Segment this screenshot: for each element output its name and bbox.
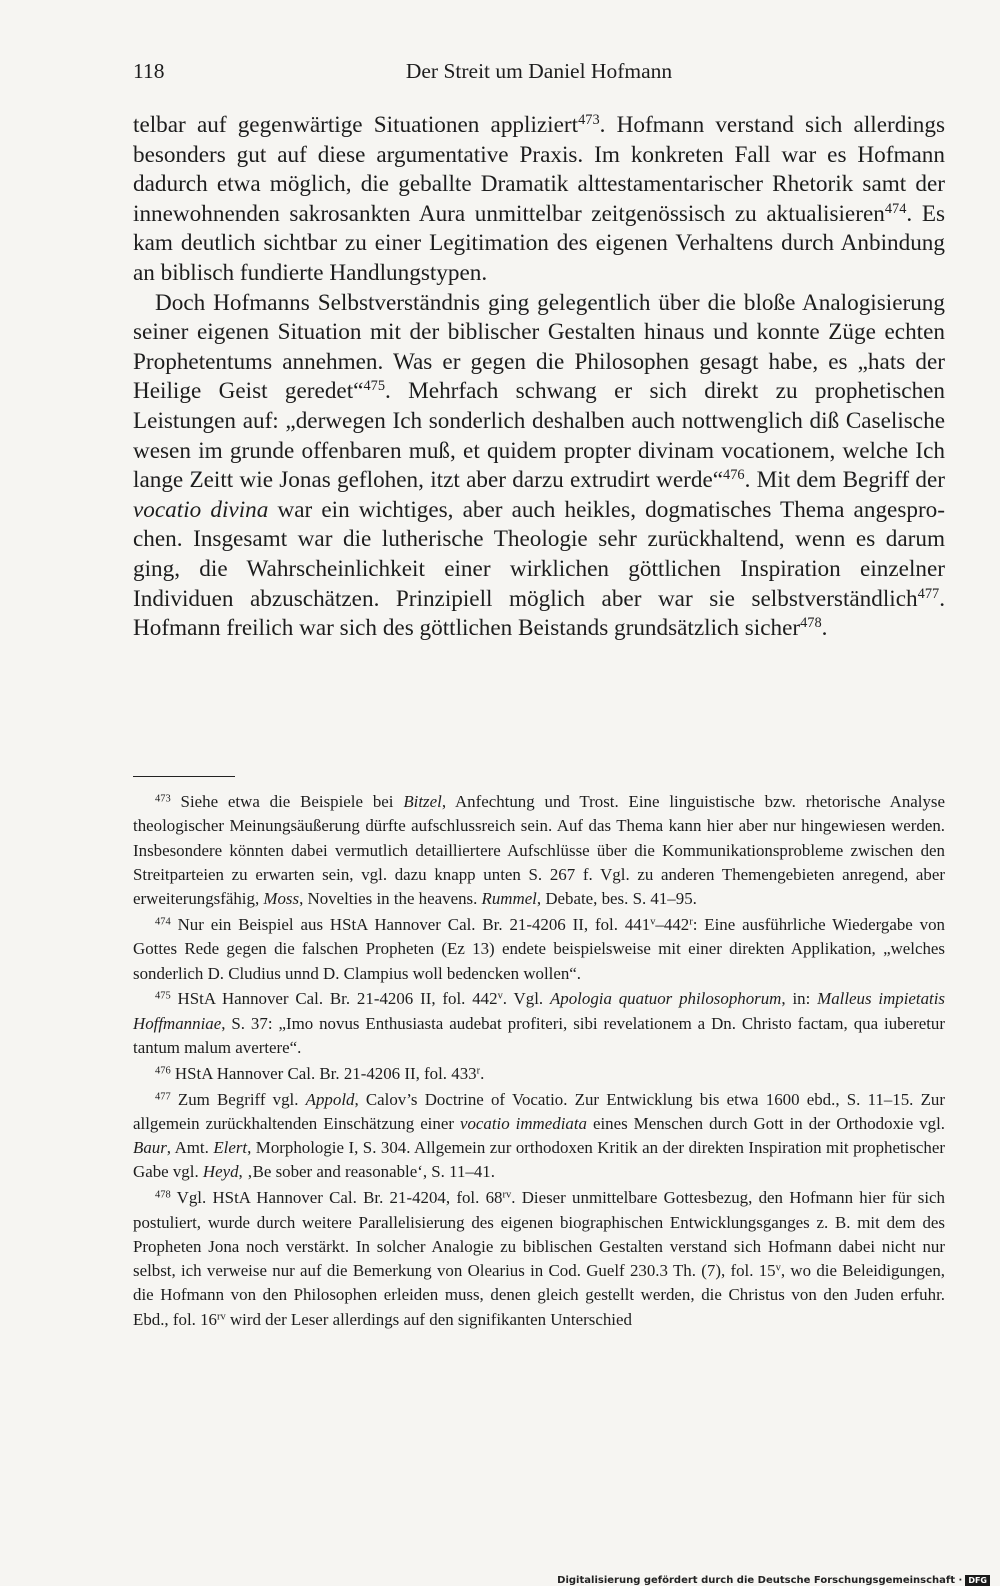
footnote-number: 477 bbox=[155, 1090, 171, 1102]
text-run: , Amt. bbox=[166, 1138, 214, 1158]
funding-banner bbox=[557, 1575, 990, 1586]
footnote-reference: 477 bbox=[917, 585, 940, 602]
text-run: . bbox=[480, 1063, 485, 1083]
italic-text: Bitzel bbox=[403, 792, 442, 811]
text-run: . bbox=[821, 615, 828, 642]
footnote-reference: r bbox=[689, 916, 693, 928]
funding-text: Digitalisierung gefördert durch die Deutsche Forschungsgemeinschaft · bbox=[557, 1575, 963, 1586]
footnote-number: 478 bbox=[155, 1189, 171, 1201]
text-run: Nur ein Beispiel aus HStA Hannover Cal. Br. 21-4206 II, fol. 441 bbox=[170, 914, 651, 934]
italic-text: Malleus impietatis Hoffmanniae bbox=[133, 989, 946, 1033]
footnote-reference: v bbox=[497, 990, 503, 1002]
page-number: 118 bbox=[133, 59, 165, 83]
text-run: Vgl. HStA Hannover Cal. Br. 21-4204, fol. 68 bbox=[170, 1188, 503, 1208]
text-run: , Novelties in the heavens. bbox=[299, 889, 482, 909]
text-run: HStA Hannover Cal. Br. 21-4206 II, fol. 442 bbox=[170, 989, 498, 1009]
footnote-reference: 475 bbox=[363, 378, 385, 395]
text-run: Doch Hofmanns Selbstverständnis ging gelegentlich über die bloße Analogisierung seiner eigenen Situation mit der biblischer Gestalten hinaus und konnte Züge echten Prophetentums annehmen. Was er gegen die Philosophen gesagt habe, es „hats der Heilige Geist geredet“ bbox=[133, 289, 945, 405]
footnote-number: 474 bbox=[155, 916, 171, 928]
footnote-reference: rv bbox=[502, 1189, 512, 1201]
running-title: Der Streit um Daniel Hofmann bbox=[405, 59, 673, 83]
italic-text: Elert bbox=[213, 1138, 248, 1158]
text-run: war ein wichtiges, aber auch heikles, dogmatisches Thema angesprochen. Insgesamt war die lutherische Theologie sehr zurückhaltend, wenn es darum ging, die Wahrscheinlichkeit einer wirklichen göttlichen Inspiration einzelner Individuen abzuschätzen. Prinzipiell möglich aber war sie selbstverständlich bbox=[133, 496, 945, 612]
text-run: Siehe etwa die Beispiele bei bbox=[170, 792, 404, 811]
text-run: . Es kam deutlich sichtbar zu einer Legitimation des eigenen Verhaltens durch Anbindung an biblisch fundierte Handlungstypen. bbox=[133, 200, 946, 286]
text-run: . Hofmann freilich war sich des göttlichen Beistands grundsätzlich sicher bbox=[133, 585, 945, 642]
footnote-reference: 478 bbox=[800, 615, 822, 632]
text-run: , Calov’s Doctrine of Vocatio. Zur Entwicklung bis etwa 1600 ebd., S. 11–15. Zur allgemein zurückhaltenden Einschätzung einer bbox=[133, 1089, 945, 1133]
footnote-475 bbox=[133, 987, 945, 1060]
text-run: . Dieser unmittelbare Gottesbezug, den Hofmann hier für sich postuliert, wurde durch weitere Parallelisierung des eigenen biographischen Entwicklungsganges z. B. mit dem des Propheten Jona noch verstärkt. In solcher Analogie zu biblischen Gestalten verstand sich Hofmann dabei nicht nur selbst, ich verweise nur auf die Bemerkung von Olearius in Cod. Guelf 230.3 Th. (7), fol. 15 bbox=[133, 1188, 945, 1281]
page-header bbox=[133, 56, 945, 86]
text-run: , Morphologie I, S. 304. Allgemein zur orthodoxen Kritik an der direkten Inspiration mit prophetischer Gabe vgl. bbox=[133, 1138, 945, 1182]
footnote-reference: rv bbox=[216, 1310, 226, 1322]
italic-text: vocatio divina bbox=[133, 496, 269, 523]
footnote-reference: v bbox=[650, 916, 656, 928]
dfg-logo-icon: DFG bbox=[965, 1575, 990, 1586]
text-run: , wo die Beleidigungen, die Hofmann von den Philosophen erleiden muss, denen gleich gestellt werden, die Christus von den Juden erfuhr. Ebd., fol. 16 bbox=[133, 1261, 945, 1329]
text-run: Zum Begriff vgl. bbox=[170, 1089, 306, 1109]
footnote-number: 473 bbox=[155, 793, 171, 805]
text-run: HStA Hannover Cal. Br. 21-4206 II, fol. 433 bbox=[170, 1063, 477, 1083]
footnote-reference: 473 bbox=[578, 112, 600, 129]
paragraph-2 bbox=[133, 289, 945, 644]
italic-text: vocatio immediata bbox=[459, 1113, 587, 1133]
text-run: , S. 37: „Imo novus Enthusiasta audebat profiteri, sibi revelationem a Dn. Christo factam, qua iuberetur tantum malum avertere“. bbox=[133, 1013, 945, 1057]
footnote-474 bbox=[133, 913, 945, 986]
text-run: . Mehrfach schwang er sich direkt zu prophetischen Leistungen auf: „derwegen Ich sonderlich deshalben auch nottwenglich diß Caselische wesen im grunde offenbaren muß, et quidem propter divinam vocationem, welche Ich lange Zeitt wie Jonas geflohen, itzt aber darzu extrudirt werde“ bbox=[133, 378, 945, 494]
italic-text: Heyd bbox=[202, 1162, 239, 1182]
italic-text: Moss bbox=[263, 889, 300, 909]
text-run: . Hofmann verstand sich allerdings besonders gut auf diese argumentative Praxis. Im konkreten Fall war es Hofmann dadurch etwa möglich, die geballte Dramatik alttestamentarischer Rhetorik samt der innewohnenden sakrosankten Aura unmittelbar zeitgenössisch zu aktualisieren bbox=[133, 112, 945, 227]
text-run: –442 bbox=[655, 914, 690, 934]
text-run: . Mit dem Begriff der bbox=[744, 467, 945, 494]
footnotes bbox=[133, 790, 945, 1334]
text-run: , Anfechtung und Trost. Eine linguistische bzw. rhetorische Analyse theologischer Meinungsäußerung dürfte aufschlussreich sein. Auf das Thema kann hier aber nur hingewiesen werden. Insbesondere könnten dabei vermutlich detailliertere Aufschlüsse über die Kommunikationsprobleme zwischen den Streitparteien zu erwarten sein, vgl. dazu knapp unten S. 267 f. Vgl. zu anderen Themengebieten anregend, aber erweiterungsfähig, bbox=[133, 792, 945, 909]
text-run: , Debate, bes. S. 41–95. bbox=[536, 889, 697, 909]
italic-text: Baur bbox=[133, 1138, 167, 1158]
footnote-reference: 476 bbox=[723, 467, 745, 484]
italic-text: Appold bbox=[305, 1089, 355, 1109]
footnote-478 bbox=[133, 1186, 945, 1332]
footnote-reference: 474 bbox=[884, 200, 907, 217]
italic-text: Apologia quatuor philosophorum bbox=[549, 989, 782, 1009]
text-run: wird der Leser allerdings auf den signifikanten Unterschied bbox=[225, 1309, 632, 1329]
text-run: eines Menschen durch Gott in der Orthodoxie vgl. bbox=[586, 1113, 946, 1133]
text-run: . Vgl. bbox=[502, 989, 550, 1009]
main-text bbox=[133, 111, 945, 644]
footnote-reference: v bbox=[775, 1262, 781, 1274]
footnote-number: 476 bbox=[155, 1065, 171, 1077]
text-run: telbar auf gegenwärtige Situationen appliziert bbox=[133, 112, 579, 138]
text-run: : Eine ausführliche Wiedergabe von Gottes Rede gegen die falschen Propheten (Ez 13) endete beispielsweise mit einer direkten Applikation, „welches sonderlich D. Cludius unnd D. Clampius woll bedencken wollen“. bbox=[133, 914, 945, 983]
footnote-473 bbox=[133, 790, 945, 911]
footnote-reference: r bbox=[476, 1065, 481, 1077]
italic-text: Rummel bbox=[481, 889, 537, 909]
footnote-number: 475 bbox=[155, 990, 171, 1002]
text-run: , ‚Be sober and reasonable‘, S. 11–41. bbox=[238, 1162, 495, 1182]
text-run: , in: bbox=[781, 989, 818, 1009]
footnote-476 bbox=[133, 1062, 945, 1086]
footnote-477 bbox=[133, 1088, 945, 1185]
footnote-separator bbox=[133, 776, 235, 777]
paragraph-1 bbox=[133, 111, 945, 289]
